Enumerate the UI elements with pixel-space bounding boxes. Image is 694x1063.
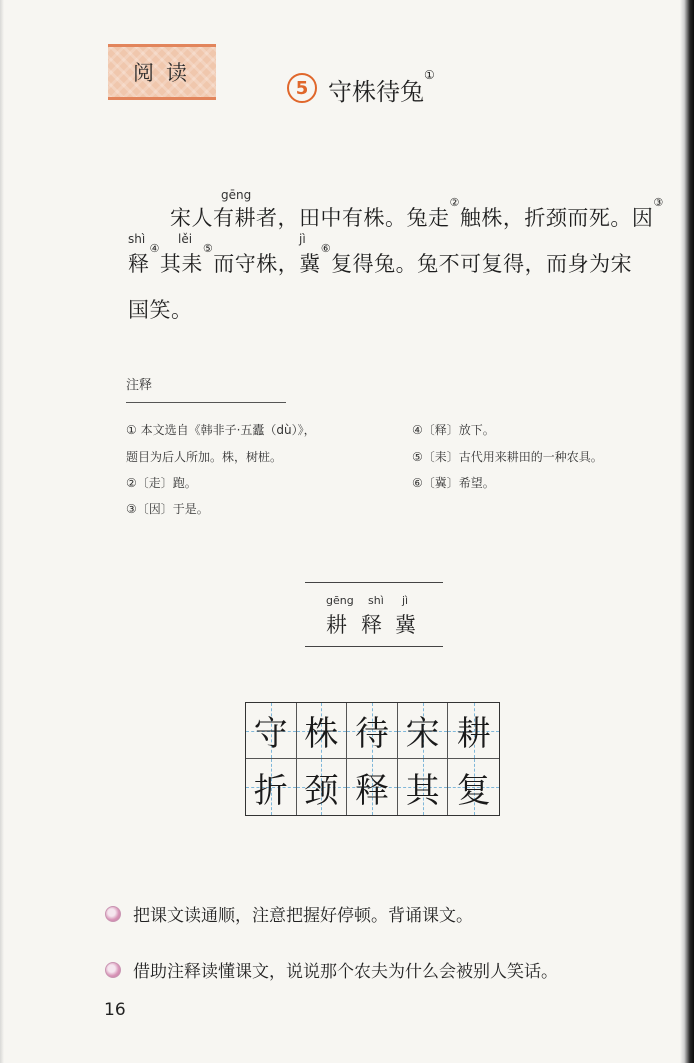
grid-cell <box>347 759 398 815</box>
vocab-pinyin: jì <box>402 594 409 607</box>
vocab-character: 释 <box>361 613 382 637</box>
vocab-character: 冀 <box>395 613 416 637</box>
passage-fragment: 释 <box>128 252 150 276</box>
note-item: ③〔因〕于是。 <box>126 502 209 516</box>
note-item: ⑤〔耒〕古代用来耕田的一种农具。 <box>412 450 603 464</box>
section-label: 阅读 <box>133 61 199 85</box>
grid-character: 待 <box>354 714 389 754</box>
task-item <box>105 957 558 982</box>
vocab-pinyin: gēng <box>326 594 354 607</box>
task-text: 借助注释读懂课文，说说那个农夫为什么会被别人笑话。 <box>133 962 558 982</box>
grid-cell <box>347 703 398 759</box>
passage-fragment: 复得兔。兔不可复得，而身为宋 <box>331 252 633 276</box>
grid-character: 颈 <box>304 770 339 811</box>
grid-character: 折 <box>253 770 288 811</box>
section-label-banner <box>108 44 216 100</box>
pinyin-lei: lěi <box>178 232 193 246</box>
lesson-title <box>328 68 435 107</box>
vocab-character: 耕 <box>326 613 347 637</box>
grid-cell <box>448 759 499 815</box>
grid-character: 其 <box>405 770 440 811</box>
grid-cell <box>246 703 297 759</box>
note-item: ⑥〔冀〕希望。 <box>412 476 495 490</box>
grid-character: 宋 <box>405 714 440 754</box>
note-item: ②〔走〕跑。 <box>126 476 197 490</box>
note-item: 题目为后人所加。株，树桩。 <box>126 450 283 464</box>
footnote-mark: ⑥ <box>320 242 332 255</box>
passage-line-2 <box>128 242 633 278</box>
writing-grid <box>245 702 500 816</box>
passage-fragment: 触株，折颈而死。因 <box>459 206 654 230</box>
passage-line-1 <box>170 196 664 232</box>
page-edge-right <box>680 0 694 1063</box>
notes-heading: 注释 <box>126 378 153 393</box>
page-number: 16 <box>104 1000 126 1020</box>
vocab-top-rule <box>305 582 443 583</box>
grid-cell <box>398 703 449 759</box>
pinyin-ji: jì <box>299 232 306 246</box>
task-item <box>105 901 473 926</box>
passage-fragment: 而守株，冀 <box>213 252 321 276</box>
note-item: ① 本文选自《韩非子·五蠹（dù）》， <box>126 423 316 437</box>
title-footnote-mark: ① <box>424 68 435 82</box>
grid-character: 守 <box>253 714 288 754</box>
passage-fragment: 宋人有 <box>170 206 235 230</box>
passage-line-3: 国笑。 <box>128 298 193 322</box>
lesson-title-text: 守株待兔 <box>328 78 424 106</box>
footnote-mark: ③ <box>653 196 664 209</box>
grid-cell <box>297 703 348 759</box>
vocab-bottom-rule <box>305 646 443 647</box>
grid-character: 复 <box>456 770 491 811</box>
passage-fragment: 其耒 <box>159 252 203 276</box>
grid-character: 释 <box>354 770 389 811</box>
grid-character: 株 <box>304 714 339 754</box>
lesson-number-badge: 5 <box>287 73 317 103</box>
grid-cell <box>398 759 449 815</box>
note-item: ④〔释〕放下。 <box>412 423 495 437</box>
grid-character: 耕 <box>456 714 491 754</box>
pinyin-geng: gēng <box>221 188 252 202</box>
grid-cell <box>448 703 499 759</box>
task-text: 把课文读通顺，注意把握好停顿。背诵课文。 <box>133 906 473 926</box>
pinyin-shi: shì <box>128 232 146 246</box>
circle-bullet-icon <box>105 906 121 922</box>
footnote-mark: ② <box>449 196 460 209</box>
passage-fragment: 耕 <box>234 206 256 230</box>
passage-fragment: 者，田中有株。兔走 <box>256 206 450 230</box>
circle-bullet-icon <box>105 962 121 978</box>
footnote-mark: ④ <box>149 242 160 255</box>
vocab-pinyin: shì <box>368 594 384 607</box>
grid-cell <box>246 759 297 815</box>
notes-divider <box>126 402 286 403</box>
footnote-mark: ⑤ <box>202 242 214 255</box>
grid-cell <box>297 759 348 815</box>
page-edge-left <box>0 0 4 1063</box>
